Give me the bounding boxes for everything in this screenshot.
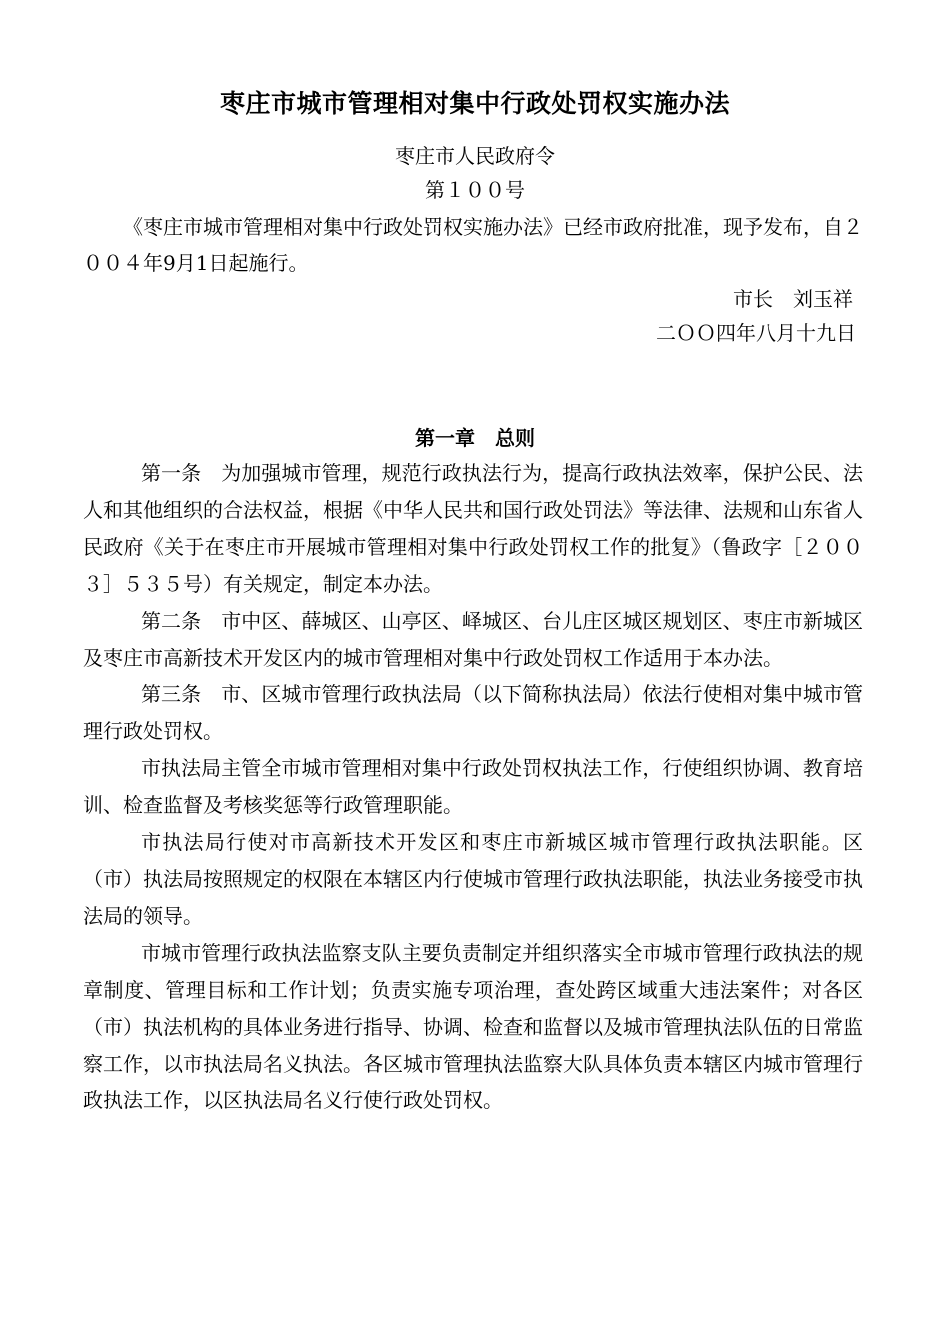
article-2: 第二条 市中区、薛城区、山亭区、峄城区、台儿庄区城区规划区、枣庄市新城区及枣庄市高新技术开发区内的城市管理相对集中行政处罚权工作适用于本办法。: [83, 608, 863, 670]
issuer-line: 枣庄市人民政府令: [395, 144, 555, 168]
order-number: 第１００号: [425, 178, 525, 202]
document-title: 枣庄市城市管理相对集中行政处罚权实施办法: [219, 89, 730, 118]
signatory: 市长 刘玉祥: [733, 287, 853, 311]
article-1: 第一条 为加强城市管理，规范行政执法行为，提高行政执法效率，保护公民、法人和其他组织的合法权益，根据《中华人民共和国行政处罚法》等法律、法规和山东省人民政府《关于在枣庄市开展城市管理相对集中行政处罚权工作的批复》（鲁政字［２００３］５３５号）有关规定，制定本办法。: [83, 461, 863, 596]
intro-paragraph: 《枣庄市城市管理相对集中行政处罚权实施办法》已经市政府批准，现予发布，自２００４年9月1日起施行。: [83, 215, 863, 275]
article-3: 第三条 市、区城市管理行政执法局（以下简称执法局）依法行使相对集中城市管理行政处罚权。: [83, 682, 863, 744]
chapter-body: [83, 455, 863, 1119]
issue-date: 二ＯＯ四年八月十九日: [656, 321, 856, 345]
article-3-clause-3: 市执法局行使对市高新技术开发区和枣庄市新城区城市管理行政执法职能。区（市）执法局按照规定的权限在本辖区内行使城市管理行政执法职能，执法业务接受市执法局的领导。: [83, 830, 863, 928]
article-3-clause-4: 市城市管理行政执法监察支队主要负责制定并组织落实全市城市管理行政执法的规章制度、管理目标和工作计划；负责实施专项治理，查处跨区域重大违法案件；对各区（市）执法机构的具体业务进行指导、协调、检查和监督以及城市管理执法队伍的日常监察工作，以市执法局名义执法。各区城市管理执法监察大队具体负责本辖区内城市管理行政执法工作，以区执法局名义行使行政处罚权。: [83, 940, 863, 1113]
article-3-clause-2: 市执法局主管全市城市管理相对集中行政处罚权执法工作，行使组织协调、教育培训、检查监督及考核奖惩等行政管理职能。: [83, 756, 863, 818]
chapter-heading: 第一章 总则: [415, 426, 535, 450]
